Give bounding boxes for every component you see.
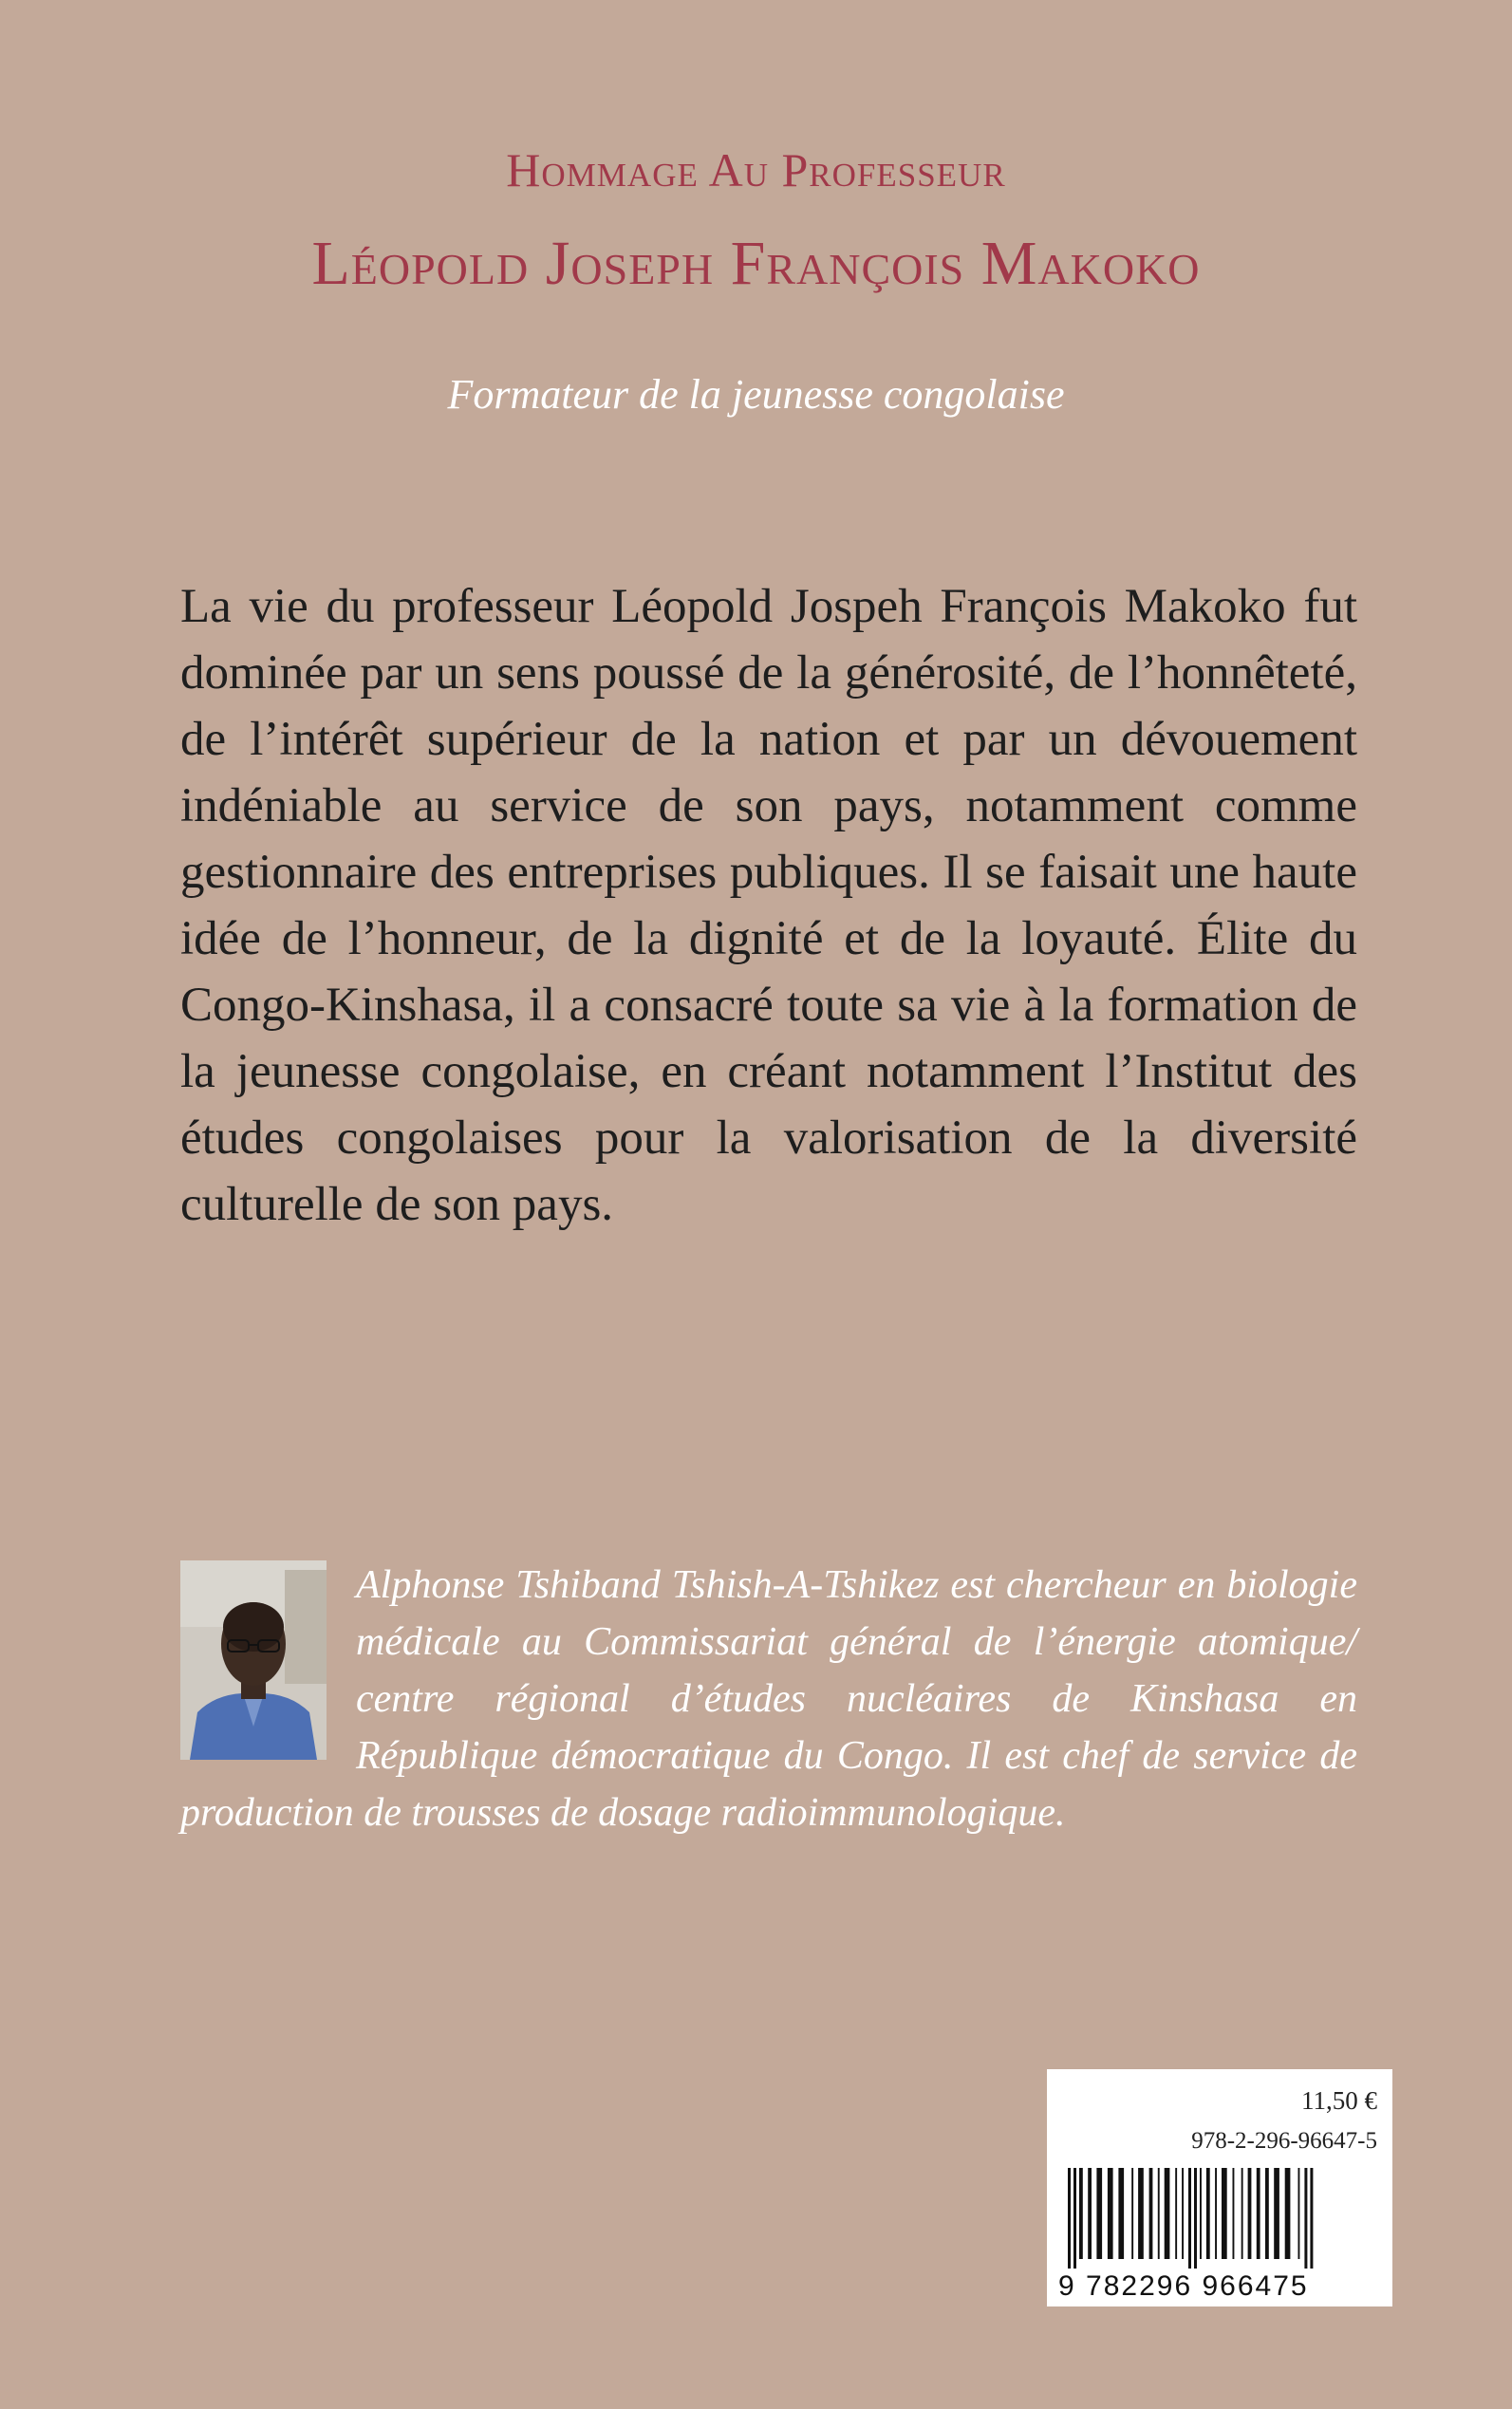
barcode-bar [1118,2168,1124,2259]
barcode-bar [1248,2168,1252,2259]
barcode-bar [1265,2168,1269,2259]
author-photo [180,1560,327,1760]
barcode-bar [1079,2168,1083,2259]
barcode-bar [1194,2168,1197,2269]
barcode-bar [1175,2168,1177,2259]
barcode-bar [1096,2168,1102,2259]
barcode-digits: 9 782296 966475 [1058,2270,1309,2302]
barcode-bar [1149,2168,1153,2259]
book-title-line-2: Léopold Joseph François Makoko [311,229,1201,298]
barcode-bar [1088,2168,1092,2259]
barcode-label [1047,2069,1392,2306]
barcode-bar [1215,2168,1217,2259]
barcode-bars [1064,2168,1375,2269]
barcode-bar [1200,2168,1202,2259]
barcode-bar [1131,2168,1133,2259]
barcode-bar [1285,2168,1291,2259]
barcode-bar [1073,2168,1076,2269]
barcode-bar [1222,2168,1227,2259]
barcode-bar [1257,2168,1260,2259]
barcode-bar [1182,2168,1184,2259]
book-summary: La vie du professeur Léopold Jospeh François Makoko fut dominée par un sens poussé de la générosité, de l’honnêteté, de l’intérêt supérieur de la nation et par un dévouement indéniable au service de son pays, notamment comme gestionnaire des entreprises publiques. Il se faisait une haute idée de l’honneur, de la dignité et de la loyauté. Élite du Congo-Kinshasa, il a consacré toute sa vie à la formation de la jeunesse congolaise, en créant notamment l’Institut des études congolaises pour la valorisation de la diversité culturelle de son pays. [180,580,1357,1231]
barcode-bar [1241,2168,1243,2259]
barcode-bar [1304,2168,1307,2269]
barcode-bar [1310,2168,1313,2269]
barcode-bar [1188,2168,1191,2269]
barcode-bar [1274,2168,1279,2259]
price: 11,50 € [1301,2086,1377,2115]
barcode-bar [1165,2168,1170,2259]
barcode-bar [1158,2168,1160,2259]
barcode-bar [1138,2168,1144,2259]
barcode-bar [1068,2168,1071,2269]
author-section [180,1557,1357,1841]
book-subtitle: Formateur de la jeunesse congolaise [447,371,1065,418]
barcode-bar [1206,2168,1210,2259]
barcode-bar [1298,2168,1300,2259]
author-bio: Alphonse Tshiband Tshish-A-Tshikez est chercheur en biologie médicale au Commissariat général de l’énergie atomique/ centre régional d’études nucléaires de Kinshasa en République démocratique du Congo. Il est chef de service de production de trousses de dosage radioimmunologique. [180,1563,1357,1835]
author-portrait-image [180,1560,327,1760]
barcode-bar [1233,2168,1235,2259]
barcode-bar [1108,2168,1113,2259]
book-title-line-1: Hommage Au Professeur [506,143,1006,196]
isbn: 978-2-296-96647-5 [1191,2128,1377,2154]
